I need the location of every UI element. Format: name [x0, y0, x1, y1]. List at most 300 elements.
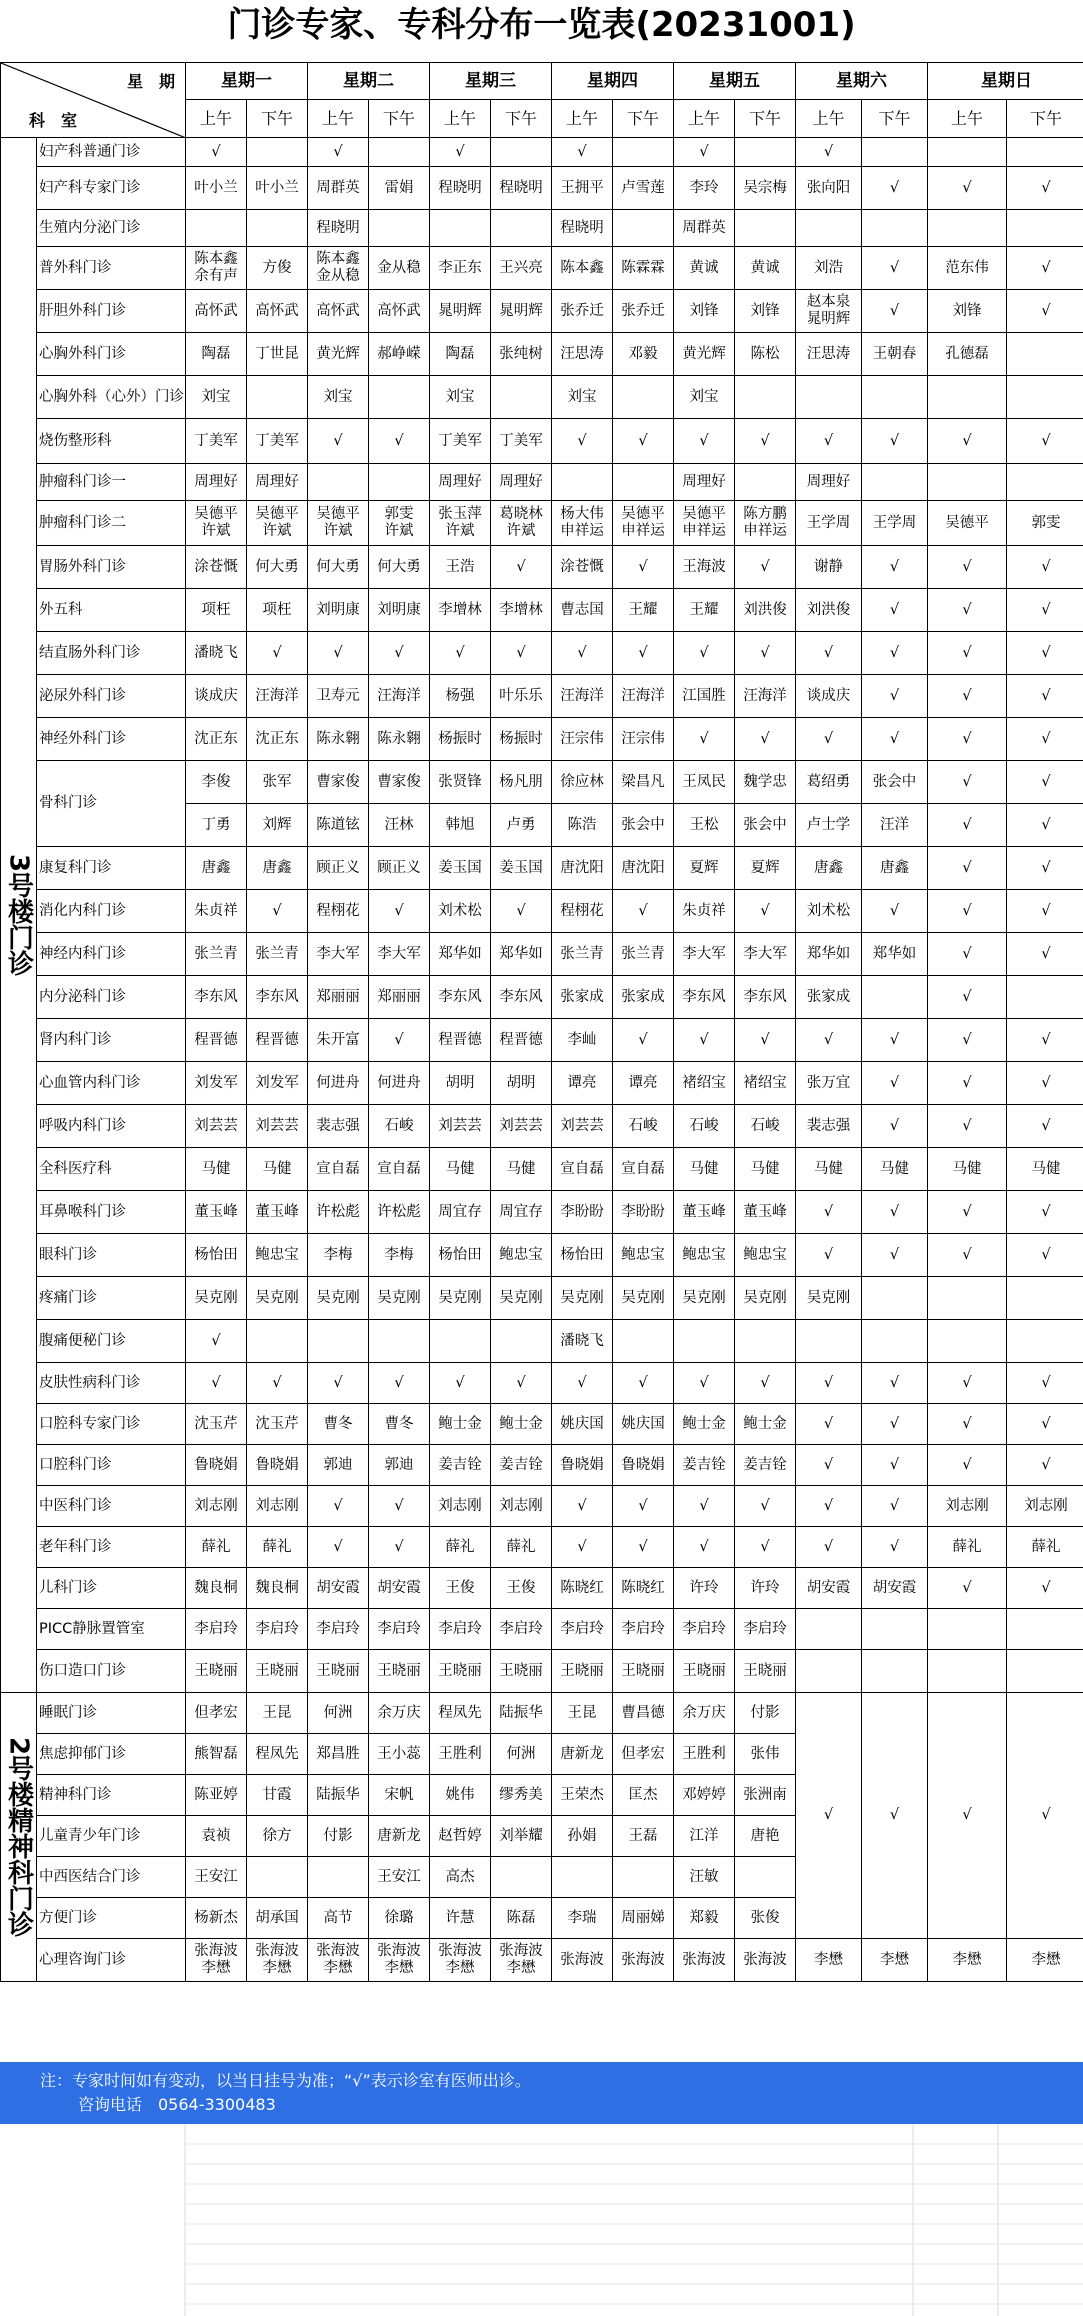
schedule-cell: 刘发军	[247, 1062, 308, 1105]
schedule-cell: 汪思涛	[796, 333, 862, 376]
schedule-cell	[735, 1320, 796, 1363]
schedule-cell: 汪思涛	[552, 333, 613, 376]
schedule-cell	[862, 464, 928, 501]
schedule-cell: 张兰青	[247, 933, 308, 976]
schedule-cell: √	[1007, 290, 1083, 333]
schedule-cell: 张伟	[735, 1734, 796, 1775]
schedule-cell: √	[928, 1234, 1007, 1277]
schedule-cell: 王晓丽	[552, 1650, 613, 1693]
schedule-cell: 张会中	[862, 761, 928, 804]
schedule-cell: 范东伟	[928, 247, 1007, 290]
schedule-cell	[735, 376, 796, 419]
schedule-cell: √	[796, 1019, 862, 1062]
schedule-cell: √	[796, 718, 862, 761]
schedule-cell: 张兰青	[186, 933, 247, 976]
schedule-cell: 夏辉	[735, 847, 796, 890]
schedule-cell	[247, 210, 308, 247]
schedule-cell: 张军	[247, 761, 308, 804]
schedule-cell: √	[186, 1363, 247, 1404]
dept-name: 儿童青少年门诊	[37, 1816, 186, 1857]
schedule-cell: √	[674, 419, 735, 464]
schedule-cell: 许松彪	[308, 1191, 369, 1234]
schedule-cell: 王磊	[613, 1816, 674, 1857]
schedule-cell: √	[308, 1527, 369, 1568]
schedule-cell: 高怀武	[308, 290, 369, 333]
schedule-cell: 卢雪莲	[613, 167, 674, 210]
schedule-cell: √	[613, 1486, 674, 1527]
schedule-cell: √	[613, 1527, 674, 1568]
schedule-cell: 马健	[186, 1148, 247, 1191]
schedule-cell: √	[928, 589, 1007, 632]
schedule-cell: 郑华如	[491, 933, 552, 976]
schedule-cell: 余万庆	[369, 1693, 430, 1734]
schedule-cell: 韩旭	[430, 804, 491, 847]
schedule-cell: 张会中	[613, 804, 674, 847]
schedule-cell: 王安江	[186, 1857, 247, 1898]
schedule-cell: 何进舟	[308, 1062, 369, 1105]
schedule-cell: 王荣杰	[552, 1775, 613, 1816]
schedule-cell: √	[862, 1062, 928, 1105]
schedule-cell: 何大勇	[369, 546, 430, 589]
schedule-cell: 鲍士金	[735, 1404, 796, 1445]
schedule-cell: 孔德磊	[928, 333, 1007, 376]
schedule-cell: 高怀武	[369, 290, 430, 333]
schedule-cell: √	[247, 1363, 308, 1404]
schedule-cell: √	[862, 1191, 928, 1234]
schedule-cell	[552, 1857, 613, 1898]
schedule-cell: 丁美军	[491, 419, 552, 464]
schedule-cell: 刘术松	[796, 890, 862, 933]
schedule-cell: √	[674, 1363, 735, 1404]
schedule-cell: 张海波	[735, 1939, 796, 1982]
schedule-cell: 鲍忠宝	[491, 1234, 552, 1277]
dept-name: 心胸外科门诊	[37, 333, 186, 376]
schedule-cell: 郑丽丽	[308, 976, 369, 1019]
schedule-cell: 王胜利	[674, 1734, 735, 1775]
schedule-cell: 马健	[674, 1148, 735, 1191]
schedule-cell	[613, 1857, 674, 1898]
schedule-cell: 郑毅	[674, 1898, 735, 1939]
schedule-cell: 程晓明	[430, 167, 491, 210]
schedule-cell: 吴克刚	[369, 1277, 430, 1320]
schedule-cell: 顾正义	[308, 847, 369, 890]
schedule-cell: √	[1007, 933, 1083, 976]
dept-name: 眼科门诊	[37, 1234, 186, 1277]
schedule-cell: 黄光辉	[308, 333, 369, 376]
schedule-cell	[862, 138, 928, 167]
schedule-cell: 马健	[430, 1148, 491, 1191]
schedule-cell: 吴克刚	[796, 1277, 862, 1320]
schedule-cell: 陈本鑫 余有声	[186, 247, 247, 290]
schedule-cell: √	[796, 138, 862, 167]
schedule-cell	[928, 1277, 1007, 1320]
corner-header	[1, 63, 186, 138]
schedule-cell: 刘志刚	[928, 1486, 1007, 1527]
schedule-cell: √	[369, 632, 430, 675]
dept-name: 烧伤整形科	[37, 419, 186, 464]
schedule-cell: 张贤锋	[430, 761, 491, 804]
schedule-cell: 匡杰	[613, 1775, 674, 1816]
schedule-cell: √	[928, 632, 1007, 675]
schedule-cell: 许玲	[674, 1568, 735, 1609]
pm-header: 下午	[369, 100, 430, 138]
dept-name: 耳鼻喉科门诊	[37, 1191, 186, 1234]
schedule-cell: 姚庆国	[552, 1404, 613, 1445]
schedule-cell: 宣自磊	[613, 1148, 674, 1191]
schedule-cell: 张乔迁	[613, 290, 674, 333]
dept-name: 生殖内分泌门诊	[37, 210, 186, 247]
schedule-cell: 王晓丽	[735, 1650, 796, 1693]
schedule-cell	[369, 376, 430, 419]
schedule-cell: √	[674, 1486, 735, 1527]
schedule-cell: 潘晓飞	[186, 632, 247, 675]
schedule-cell: 李东风	[247, 976, 308, 1019]
schedule-cell: 董玉峰	[674, 1191, 735, 1234]
schedule-cell: 沈正东	[186, 718, 247, 761]
schedule-cell: 高怀武	[186, 290, 247, 333]
dept-name: 妇产科普通门诊	[37, 138, 186, 167]
schedule-cell: 刘锋	[674, 290, 735, 333]
schedule-cell: 刘浩	[796, 247, 862, 290]
schedule-cell: 杨怡田	[552, 1234, 613, 1277]
schedule-cell: √	[552, 1486, 613, 1527]
schedule-cell: √	[1007, 247, 1083, 290]
schedule-cell: √	[862, 1486, 928, 1527]
schedule-cell: √	[1007, 1234, 1083, 1277]
dept-name: 伤口造口门诊	[37, 1650, 186, 1693]
schedule-cell	[430, 1320, 491, 1363]
schedule-cell: 刘锋	[735, 290, 796, 333]
schedule-cell: 涂苍慨	[186, 546, 247, 589]
dept-name: 口腔科专家门诊	[37, 1404, 186, 1445]
schedule-cell: 汪海洋	[735, 675, 796, 718]
schedule-cell: 张海波 李懋	[491, 1939, 552, 1982]
schedule-cell: 徐方	[247, 1816, 308, 1857]
schedule-cell: 何洲	[491, 1734, 552, 1775]
schedule-cell: 陶磊	[430, 333, 491, 376]
schedule-cell: 张海波 李懋	[308, 1939, 369, 1982]
schedule-cell	[369, 138, 430, 167]
schedule-cell: 何进舟	[369, 1062, 430, 1105]
schedule-cell: 叶小兰	[247, 167, 308, 210]
schedule-cell: 周理好	[186, 464, 247, 501]
schedule-cell: √	[613, 419, 674, 464]
schedule-cell: 杨新杰	[186, 1898, 247, 1939]
schedule-cell: 张乔迁	[552, 290, 613, 333]
schedule-cell: 晁明辉	[491, 290, 552, 333]
schedule-cell: 王学周	[796, 501, 862, 546]
schedule-cell: 黄诚	[674, 247, 735, 290]
schedule-cell: 许松彪	[369, 1191, 430, 1234]
schedule-cell	[796, 376, 862, 419]
am-header: 上午	[928, 100, 1007, 138]
schedule-cell	[1007, 1609, 1083, 1650]
schedule-cell: 张海波	[613, 1939, 674, 1982]
schedule-cell: 吴德平	[928, 501, 1007, 546]
schedule-cell: 陆振华	[491, 1693, 552, 1734]
schedule-cell: √	[735, 1363, 796, 1404]
schedule-cell	[186, 210, 247, 247]
schedule-cell: √	[862, 167, 928, 210]
schedule-table	[0, 62, 1083, 1982]
schedule-cell	[796, 1609, 862, 1650]
schedule-cell: 周理好	[430, 464, 491, 501]
schedule-cell: √	[430, 138, 491, 167]
schedule-cell: √	[552, 419, 613, 464]
schedule-cell: 李正东	[430, 247, 491, 290]
schedule-cell: 褚绍宝	[674, 1062, 735, 1105]
schedule-cell: 陈永翱	[308, 718, 369, 761]
pm-header: 下午	[247, 100, 308, 138]
schedule-cell	[247, 1320, 308, 1363]
schedule-cell: √	[1007, 589, 1083, 632]
schedule-cell: 张会中	[735, 804, 796, 847]
schedule-cell: √	[928, 1404, 1007, 1445]
dept-name: 中医科门诊	[37, 1486, 186, 1527]
schedule-cell: 吴克刚	[491, 1277, 552, 1320]
schedule-cell: 吴克刚	[247, 1277, 308, 1320]
dept-name: 胃肠外科门诊	[37, 546, 186, 589]
dept-name: 腹痛便秘门诊	[37, 1320, 186, 1363]
schedule-cell: 李大军	[308, 933, 369, 976]
schedule-cell: 李启玲	[430, 1609, 491, 1650]
dept-name: 儿科门诊	[37, 1568, 186, 1609]
schedule-cell: √	[928, 761, 1007, 804]
schedule-cell: √	[1007, 847, 1083, 890]
schedule-cell: 郑华如	[430, 933, 491, 976]
schedule-cell: 马健	[928, 1148, 1007, 1191]
dept-name: 方便门诊	[37, 1898, 186, 1939]
schedule-cell: 杨凡朋	[491, 761, 552, 804]
schedule-cell: √	[928, 718, 1007, 761]
schedule-cell: √	[1007, 1062, 1083, 1105]
day-header: 星期五	[674, 63, 796, 100]
schedule-cell: √	[862, 1234, 928, 1277]
schedule-cell: 王晓丽	[369, 1650, 430, 1693]
schedule-cell: 唐鑫	[796, 847, 862, 890]
schedule-cell	[1007, 376, 1083, 419]
schedule-cell: 谈成庆	[796, 675, 862, 718]
schedule-cell: 高怀武	[247, 290, 308, 333]
schedule-cell: 葛晓林 许斌	[491, 501, 552, 546]
schedule-cell: 薛礼	[1007, 1527, 1083, 1568]
schedule-cell: 宣自磊	[369, 1148, 430, 1191]
schedule-cell: √	[308, 1363, 369, 1404]
schedule-cell: 刘芸芸	[552, 1105, 613, 1148]
schedule-cell: 吴克刚	[186, 1277, 247, 1320]
schedule-cell: 缪秀美	[491, 1775, 552, 1816]
schedule-cell: √	[1007, 1568, 1083, 1609]
schedule-cell: 刘宝	[674, 376, 735, 419]
schedule-cell: 黄光辉	[674, 333, 735, 376]
schedule-cell	[928, 138, 1007, 167]
schedule-cell	[430, 210, 491, 247]
schedule-cell: √	[735, 546, 796, 589]
schedule-cell: 潘晓飞	[552, 1320, 613, 1363]
schedule-cell: √	[308, 1486, 369, 1527]
am-header: 上午	[430, 100, 491, 138]
dept-name: 妇产科专家门诊	[37, 167, 186, 210]
schedule-cell: √	[796, 632, 862, 675]
am-header: 上午	[796, 100, 862, 138]
dept-name: 外五科	[37, 589, 186, 632]
schedule-cell: √	[862, 1105, 928, 1148]
schedule-cell: 胡安霞	[369, 1568, 430, 1609]
schedule-cell: 周理好	[491, 464, 552, 501]
schedule-cell	[491, 138, 552, 167]
schedule-cell: 刘辉	[247, 804, 308, 847]
schedule-cell: 邓婷婷	[674, 1775, 735, 1816]
schedule-cell: 胡安霞	[308, 1568, 369, 1609]
schedule-cell: √	[1007, 167, 1083, 210]
schedule-cell	[247, 1857, 308, 1898]
schedule-cell: 丁世昆	[247, 333, 308, 376]
schedule-cell: 刘志刚	[430, 1486, 491, 1527]
schedule-cell: 汪海洋	[247, 675, 308, 718]
schedule-cell: 石峻	[369, 1105, 430, 1148]
schedule-cell	[308, 1320, 369, 1363]
schedule-cell: √	[735, 1527, 796, 1568]
schedule-cell: √	[674, 1019, 735, 1062]
schedule-cell: 许玲	[735, 1568, 796, 1609]
schedule-cell: 汪海洋	[613, 675, 674, 718]
schedule-cell: √	[862, 718, 928, 761]
building-label: 3号楼门诊	[1, 138, 37, 1693]
schedule-cell: 王安江	[369, 1857, 430, 1898]
dept-name: 肿瘤科门诊一	[37, 464, 186, 501]
schedule-cell: 周群英	[674, 210, 735, 247]
am-header: 上午	[552, 100, 613, 138]
schedule-cell	[862, 1277, 928, 1320]
schedule-cell: 鲁晓娟	[613, 1445, 674, 1486]
schedule-cell: √	[308, 138, 369, 167]
schedule-cell: 卢士学	[796, 804, 862, 847]
consult-phone: 咨询电话 0564-3300483	[78, 2095, 276, 2114]
schedule-cell: 张家成	[796, 976, 862, 1019]
schedule-cell: √	[735, 890, 796, 933]
schedule-cell	[308, 1857, 369, 1898]
schedule-cell: √	[491, 1363, 552, 1404]
schedule-cell	[491, 376, 552, 419]
schedule-cell: 程栩花	[552, 890, 613, 933]
schedule-cell: 王松	[674, 804, 735, 847]
schedule-cell	[796, 210, 862, 247]
schedule-cell: 鲁晓娟	[247, 1445, 308, 1486]
schedule-cell: 沈玉芹	[186, 1404, 247, 1445]
am-header: 上午	[308, 100, 369, 138]
schedule-cell: 谈成庆	[186, 675, 247, 718]
schedule-cell: 郑丽丽	[369, 976, 430, 1019]
schedule-cell: 唐新龙	[369, 1816, 430, 1857]
schedule-cell: √	[862, 419, 928, 464]
schedule-cell: 周宜存	[430, 1191, 491, 1234]
schedule-cell: 陈道铉	[308, 804, 369, 847]
schedule-cell: 李盼盼	[613, 1191, 674, 1234]
schedule-cell	[928, 1650, 1007, 1693]
schedule-cell: √	[862, 632, 928, 675]
schedule-cell: 刘宝	[308, 376, 369, 419]
schedule-cell: 陈晓红	[613, 1568, 674, 1609]
schedule-cell: 程晋德	[491, 1019, 552, 1062]
schedule-cell: 王海波	[674, 546, 735, 589]
dept-name: 心胸外科（心外）门诊	[37, 376, 186, 419]
schedule-cell: 姚庆国	[613, 1404, 674, 1445]
schedule-cell: 马健	[735, 1148, 796, 1191]
schedule-cell: 李玲	[674, 167, 735, 210]
schedule-cell: 叶乐乐	[491, 675, 552, 718]
weekend-cell: √	[928, 1693, 1007, 1939]
schedule-cell	[1007, 138, 1083, 167]
schedule-cell: 熊智磊	[186, 1734, 247, 1775]
schedule-cell: 张玉萍 许斌	[430, 501, 491, 546]
schedule-cell: 金从稳	[369, 247, 430, 290]
schedule-cell: 李屾	[552, 1019, 613, 1062]
schedule-cell	[862, 1320, 928, 1363]
schedule-cell: √	[491, 546, 552, 589]
schedule-cell: √	[862, 1019, 928, 1062]
schedule-cell: 程栩花	[308, 890, 369, 933]
schedule-cell: √	[430, 1363, 491, 1404]
schedule-cell	[928, 376, 1007, 419]
dept-name: 疼痛门诊	[37, 1277, 186, 1320]
schedule-cell: 吴克刚	[552, 1277, 613, 1320]
schedule-cell: 魏良桐	[247, 1568, 308, 1609]
schedule-cell: 鲍忠宝	[674, 1234, 735, 1277]
schedule-cell: 李梅	[369, 1234, 430, 1277]
schedule-cell: 杨振时	[491, 718, 552, 761]
weekend-cell: √	[1007, 1693, 1083, 1939]
schedule-cell: 马健	[862, 1148, 928, 1191]
schedule-cell: √	[1007, 632, 1083, 675]
schedule-cell: 吴德平 申祥运	[674, 501, 735, 546]
schedule-cell: 谢静	[796, 546, 862, 589]
schedule-cell: 李大军	[735, 933, 796, 976]
schedule-cell: √	[862, 1404, 928, 1445]
schedule-cell: 陈永翱	[369, 718, 430, 761]
schedule-cell	[369, 464, 430, 501]
schedule-cell: √	[186, 1320, 247, 1363]
schedule-cell: 姜玉国	[491, 847, 552, 890]
schedule-cell: 张海波 李懋	[430, 1939, 491, 1982]
schedule-cell: √	[928, 1191, 1007, 1234]
schedule-cell: √	[796, 1191, 862, 1234]
schedule-cell	[735, 1857, 796, 1898]
schedule-cell: 马健	[1007, 1148, 1083, 1191]
schedule-cell: √	[928, 167, 1007, 210]
schedule-cell: 王晓丽	[247, 1650, 308, 1693]
schedule-cell: √	[491, 890, 552, 933]
schedule-cell: 薛礼	[247, 1527, 308, 1568]
schedule-cell: √	[735, 632, 796, 675]
schedule-cell: 褚绍宝	[735, 1062, 796, 1105]
schedule-cell: 汪海洋	[552, 675, 613, 718]
day-header: 星期四	[552, 63, 674, 100]
building-label: 2号楼精神科门诊	[1, 1693, 37, 1982]
schedule-cell: 姜吉铨	[491, 1445, 552, 1486]
schedule-cell: √	[369, 1527, 430, 1568]
schedule-cell: √	[735, 718, 796, 761]
schedule-cell	[613, 210, 674, 247]
schedule-cell: 郑华如	[862, 933, 928, 976]
schedule-cell: 杨大伟 申祥运	[552, 501, 613, 546]
schedule-cell: 陈松	[735, 333, 796, 376]
schedule-cell: 王昆	[247, 1693, 308, 1734]
schedule-cell: 陈霖霖	[613, 247, 674, 290]
schedule-cell: √	[613, 890, 674, 933]
schedule-cell: √	[928, 847, 1007, 890]
schedule-cell: 陈本鑫	[552, 247, 613, 290]
schedule-cell: 张家成	[552, 976, 613, 1019]
